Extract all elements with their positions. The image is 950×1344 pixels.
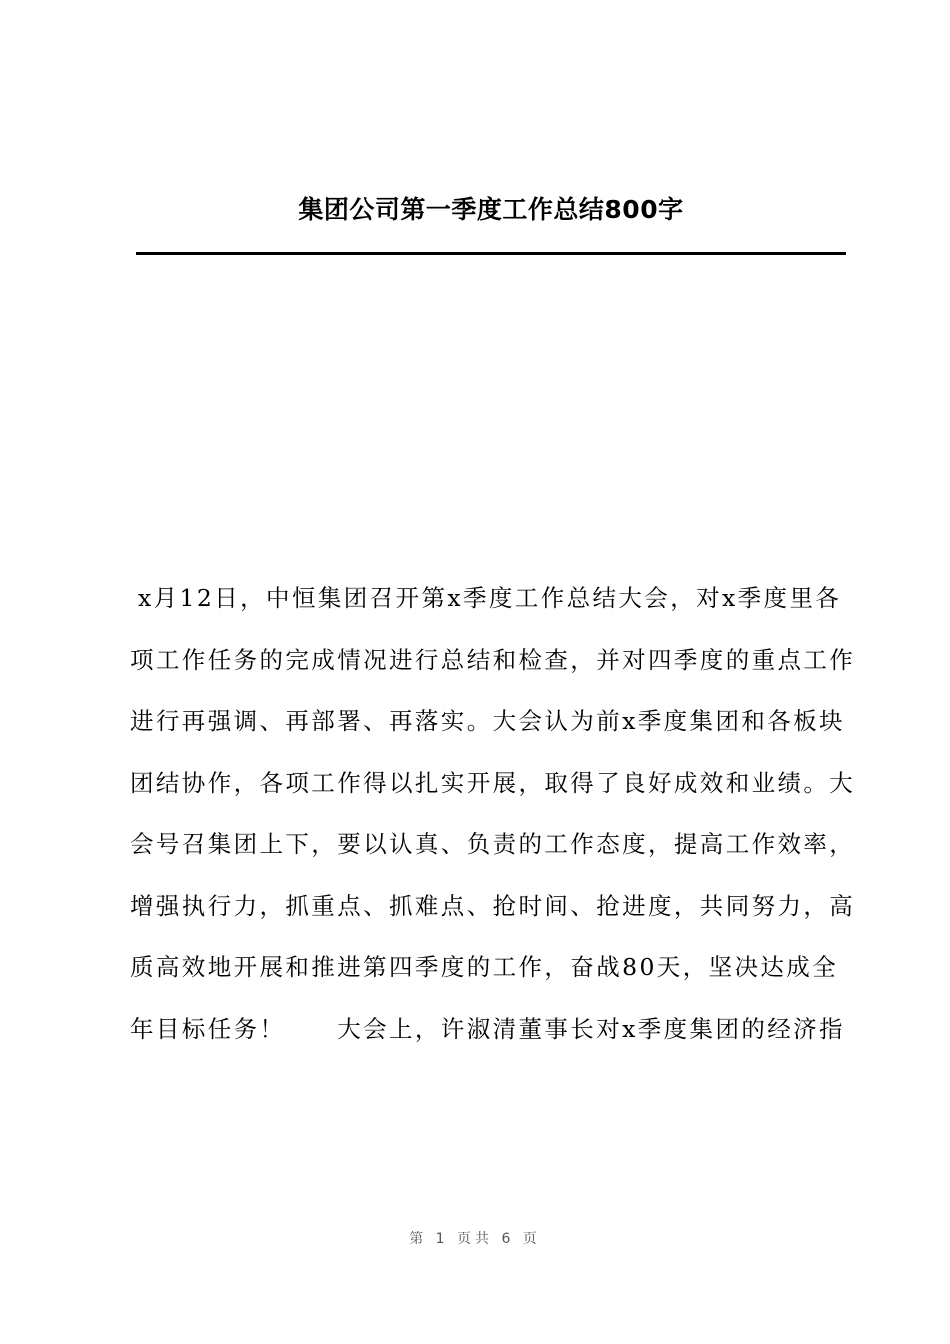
body-line: 项工作任务的完成情况进行总结和检查，并对四季度的重点工作 xyxy=(130,645,856,674)
body-line: 年目标任务！ 大会上，许淑清董事长对x季度集团的经济指 xyxy=(130,1014,845,1043)
body-line: 团结协作，各项工作得以扎实开展，取得了良好成效和业绩。大 xyxy=(130,768,856,797)
body-line: 增强执行力，抓重点、抓难点、抢时间、抢进度，共同努力，高 xyxy=(130,891,856,920)
body-line: x月12日，中恒集团召开第x季度工作总结大会，对x季度里各 xyxy=(138,584,842,612)
title-divider xyxy=(136,252,846,255)
body-line: 会号召集团上下，要以认真、负责的工作态度，提高工作效率， xyxy=(130,830,856,858)
body-line: 进行再强调、再部署、再落实。大会认为前x季度集团和各板块 xyxy=(130,707,845,735)
document-title: 集团公司第一季度工作总结800字 xyxy=(298,195,684,224)
page-number-footer: 第 1 页共 6 页 xyxy=(409,1231,541,1247)
document-body xyxy=(130,568,856,1060)
body-line: 质高效地开展和推进第四季度的工作，奋战80天，坚决达成全 xyxy=(130,953,839,981)
